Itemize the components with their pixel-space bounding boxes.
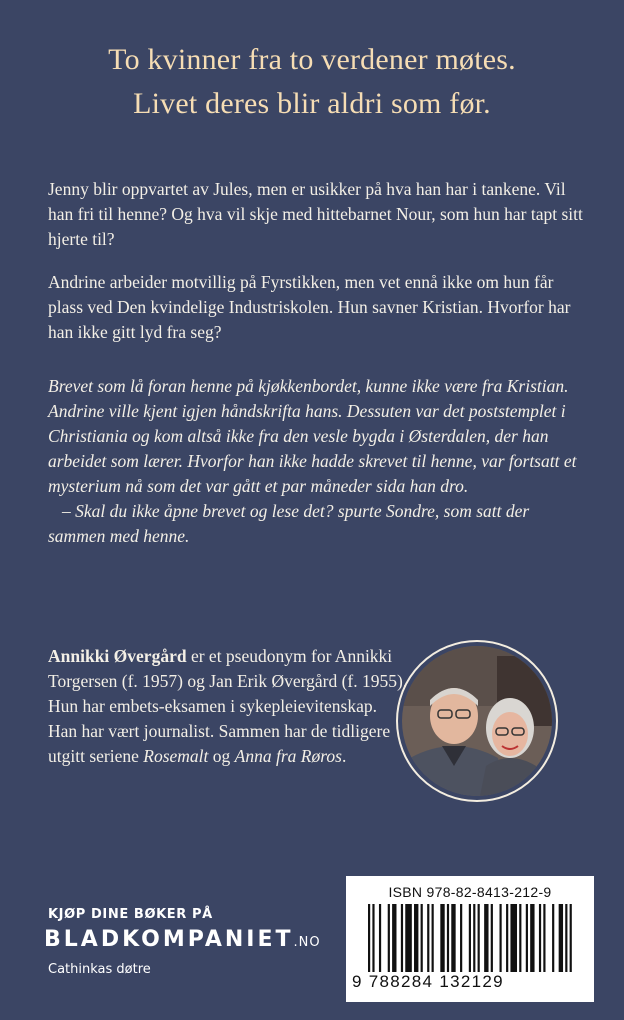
publisher-logo: [44, 927, 321, 952]
isbn-label: ISBN 978-82-8413-212-9: [388, 884, 552, 900]
barcode-box: [346, 876, 594, 1002]
excerpt: [48, 374, 588, 549]
headline: [0, 38, 624, 126]
barcode-digits: 9 788284 132129: [352, 972, 504, 991]
blurb-paragraph-andrine: Andrine arbeider motvillig på Fyrstikken, men vet ennå ikke om hun får plass ved Den kvindelige Industriskolen. Hun savner Kristian. Hvorfor har han ikke gitt lyd fra seg?: [48, 272, 571, 342]
excerpt-paragraph-1: Brevet som lå foran henne på kjøkkenbordet, kunne ikke være fra Kristian. Andrine ville kjent igjen håndskrifta hans. Dessuten var det poststemplet i Christiania og kom altså ikke fra den vesle bygda i Østerdalen, der han arbeidet som lærer. Hvorfor han ikke hadde skrevet til henne, var fortsatt et mysterium nå som det var gått et par måneder sida han dro.: [48, 376, 577, 496]
excerpt-paragraph-2: – Skal du ikke åpne brevet og lese det? spurte Sondre, som satt der sammen med henne.: [48, 501, 530, 546]
author-bio-text-3: .: [341, 746, 347, 766]
headline-line-2: Livet deres blir aldri som før.: [133, 87, 491, 120]
headline-line-1: To kvinner fra to verdener møtes.: [108, 43, 516, 76]
author-name: Annikki Øvergård: [48, 646, 187, 666]
author-photo-frame: [396, 640, 558, 802]
series-title-rosemalt: Rosemalt: [143, 746, 209, 766]
barcode-icon: [368, 904, 574, 972]
publisher-logo-tld: .NO: [293, 935, 321, 950]
author-photo-illustration: [402, 646, 552, 796]
author-bio: [48, 644, 408, 769]
publisher-logo-text: BLADKOMPANIET: [44, 927, 294, 952]
author-bio-text-1: er et pseudonym for Annikki Torgersen (f. 1957) og Jan Erik Øvergård (f. 1955). Hun har embets-eksamen i sykepleievitenskap. Han har vært journalist. Sammen har de tidligere utgitt seriene: [48, 646, 408, 766]
author-bio-text-2: og: [208, 746, 235, 766]
series-title-anna-fra-roros: Anna fra Røros: [234, 746, 342, 766]
series-name: Cathinkas døtre: [48, 962, 151, 977]
author-photo: [402, 646, 552, 796]
blurb-paragraph-jenny: Jenny blir oppvartet av Jules, men er usikker på hva han har i tankene. Vil han fri til henne? Og hva vil skje med hittebarnet Nour, som hun har tapt sitt hjerte til?: [48, 179, 583, 249]
buy-books-label: KJØP DINE BØKER PÅ: [48, 907, 213, 922]
